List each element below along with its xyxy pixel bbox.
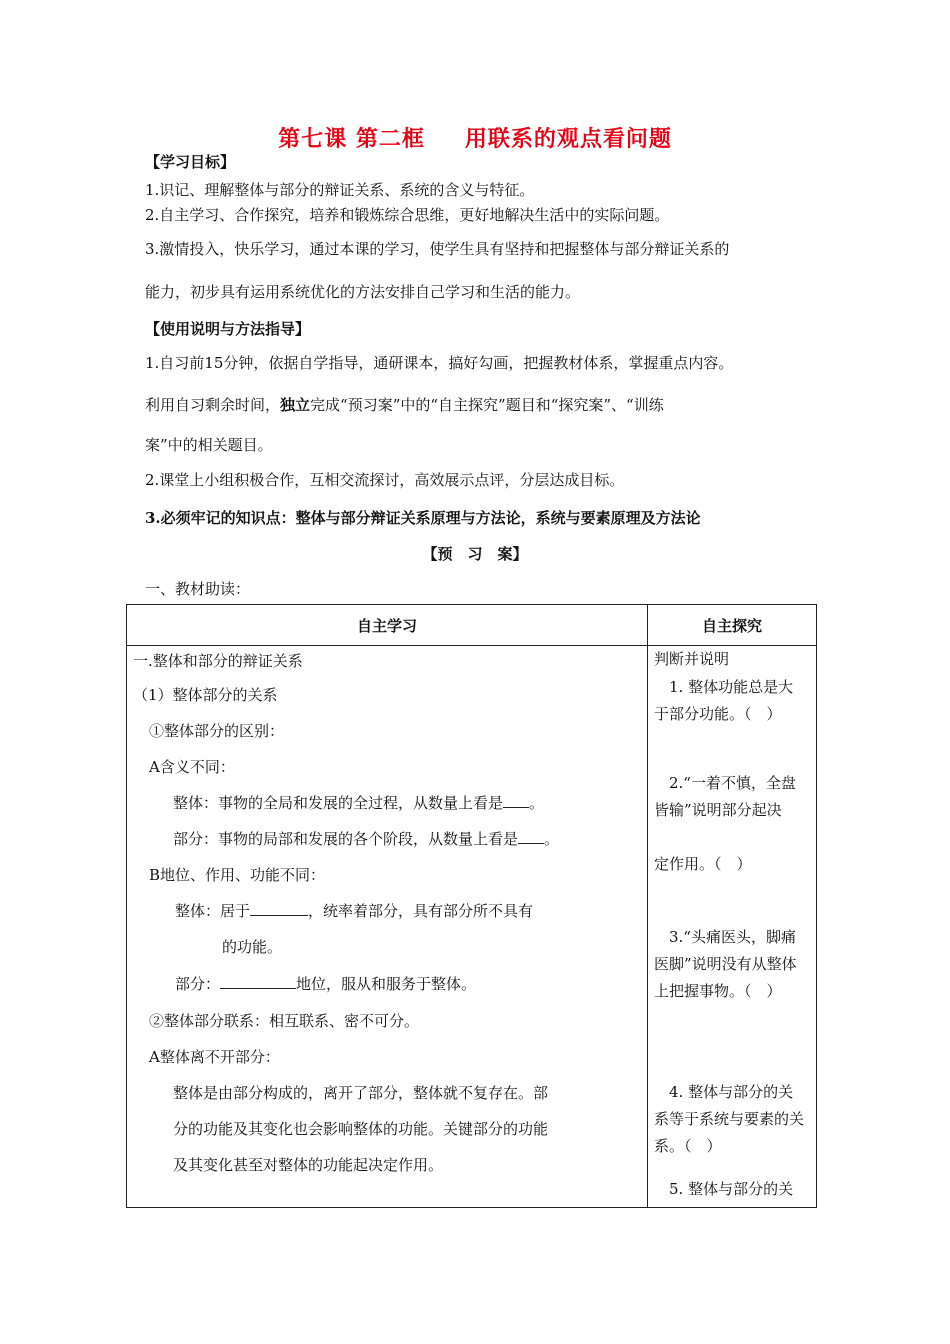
usage-heading: 【使用说明与方法指导】 — [145, 320, 311, 338]
explore-question-5: 5. 整体与部分的关 — [654, 1180, 794, 1198]
header-self-study: 自主学习 — [127, 605, 648, 646]
fill-blank[interactable] — [250, 901, 308, 916]
study-line-8-end: ，统率着部分，具有部分所不具有 — [308, 902, 534, 920]
self-study-cell — [127, 646, 648, 1208]
study-line-7: B地位、作用、功能不同： — [149, 866, 326, 884]
study-line-6-text: 部分：事物的局部和发展的各个阶段，从数量上看是 — [173, 830, 519, 848]
usage-line-3: 案”中的相关题目。 — [145, 436, 273, 454]
fill-blank[interactable] — [503, 793, 529, 808]
usage-line-4: 2.课堂上小组积极合作，互相交流探讨，高效展示点评，分层达成目标。 — [145, 471, 625, 489]
study-line-15: 及其变化甚至对整体的功能起决定作用。 — [173, 1156, 444, 1174]
usage-line-2 — [145, 394, 664, 415]
page-title — [0, 122, 950, 153]
title-topic: 用联系的观点看问题 — [464, 126, 672, 152]
study-line-6 — [173, 828, 559, 849]
study-line-13: 整体是由部分构成的，离开了部分，整体就不复存在。部 — [173, 1084, 549, 1102]
study-line-6-end: 。 — [544, 830, 560, 848]
fill-blank[interactable] — [518, 829, 544, 844]
study-line-5-end: 。 — [529, 794, 545, 812]
usage-line-2-bold: 独立 — [280, 396, 311, 414]
preview-heading: 【预 习 案】 — [422, 545, 528, 563]
title-lesson: 第七课 第二框 — [278, 126, 425, 152]
usage-line-2-b: 完成“预习案”中的“自主探究”题目和“探究案”、“训练 — [310, 396, 664, 414]
header-self-explore: 自主探究 — [648, 605, 817, 646]
study-table — [126, 604, 817, 1208]
study-line-5-text: 整体：事物的全局和发展的全过程，从数量上看是 — [173, 794, 504, 812]
study-line-1: 一.整体和部分的辩证关系 — [133, 652, 303, 670]
study-line-4: A含义不同： — [149, 758, 235, 776]
explore-question-2: 2.“一着不慎，全盘皆输”说明部分起决 — [654, 774, 796, 819]
explore-question-4: 4. 整体与部分的关系等于系统与要素的关系。（ ） — [654, 1083, 805, 1155]
fill-blank[interactable] — [220, 974, 296, 989]
study-line-12: A整体离不开部分： — [149, 1048, 280, 1066]
explore-question-2-cont: 定作用。（ ） — [654, 855, 752, 873]
objective-item-3: 3.激情投入，快乐学习，通过本课的学习，使学生具有坚持和把握整体与部分辩证关系的 — [145, 240, 730, 258]
explore-question-3: 3.“头痛医头，脚痛医脚”说明没有从整体上把握事物。（ ） — [654, 928, 797, 1000]
objective-item-3-cont: 能力，初步具有运用系统优化的方法安排自己学习和生活的能力。 — [145, 283, 581, 301]
study-line-10 — [175, 973, 476, 994]
study-line-5 — [173, 792, 544, 813]
objective-item-1: 1.识记、理解整体与部分的辩证关系、系统的含义与特征。 — [145, 181, 535, 199]
usage-line-2-a: 利用自习剩余时间， — [145, 396, 281, 414]
study-line-9: 的功能。 — [222, 938, 283, 956]
explore-question-1: 1. 整体功能总是大于部分功能。（ ） — [654, 678, 794, 723]
study-line-8 — [175, 900, 533, 921]
usage-line-1: 1.自习前15分钟，依据自学指导，通研课本，搞好勾画，把握教材体系，掌握重点内容。 — [145, 354, 734, 372]
preview-subheading: 一、教材助读： — [145, 580, 251, 598]
usage-line-5: 3.必须牢记的知识点：整体与部分辩证关系原理与方法论，系统与要素原理及方法论 — [145, 509, 701, 527]
study-line-14: 分的功能及其变化也会影响整体的功能。关键部分的功能 — [173, 1120, 549, 1138]
self-explore-cell — [648, 646, 817, 1208]
study-line-10-text: 部分： — [175, 975, 221, 993]
explore-instruction: 判断并说明 — [654, 650, 730, 668]
study-line-3: ①整体部分的区别： — [149, 722, 285, 740]
study-line-2: （1）整体部分的关系 — [133, 686, 278, 704]
study-line-10-end: 地位，服从和服务于整体。 — [296, 975, 477, 993]
study-line-11: ②整体部分联系：相互联系、密不可分。 — [149, 1012, 420, 1030]
study-line-8-text: 整体：居于 — [175, 902, 251, 920]
objectives-heading: 【学习目标】 — [145, 153, 236, 171]
objective-item-2: 2.自主学习、合作探究，培养和锻炼综合思维，更好地解决生活中的实际问题。 — [145, 206, 670, 224]
